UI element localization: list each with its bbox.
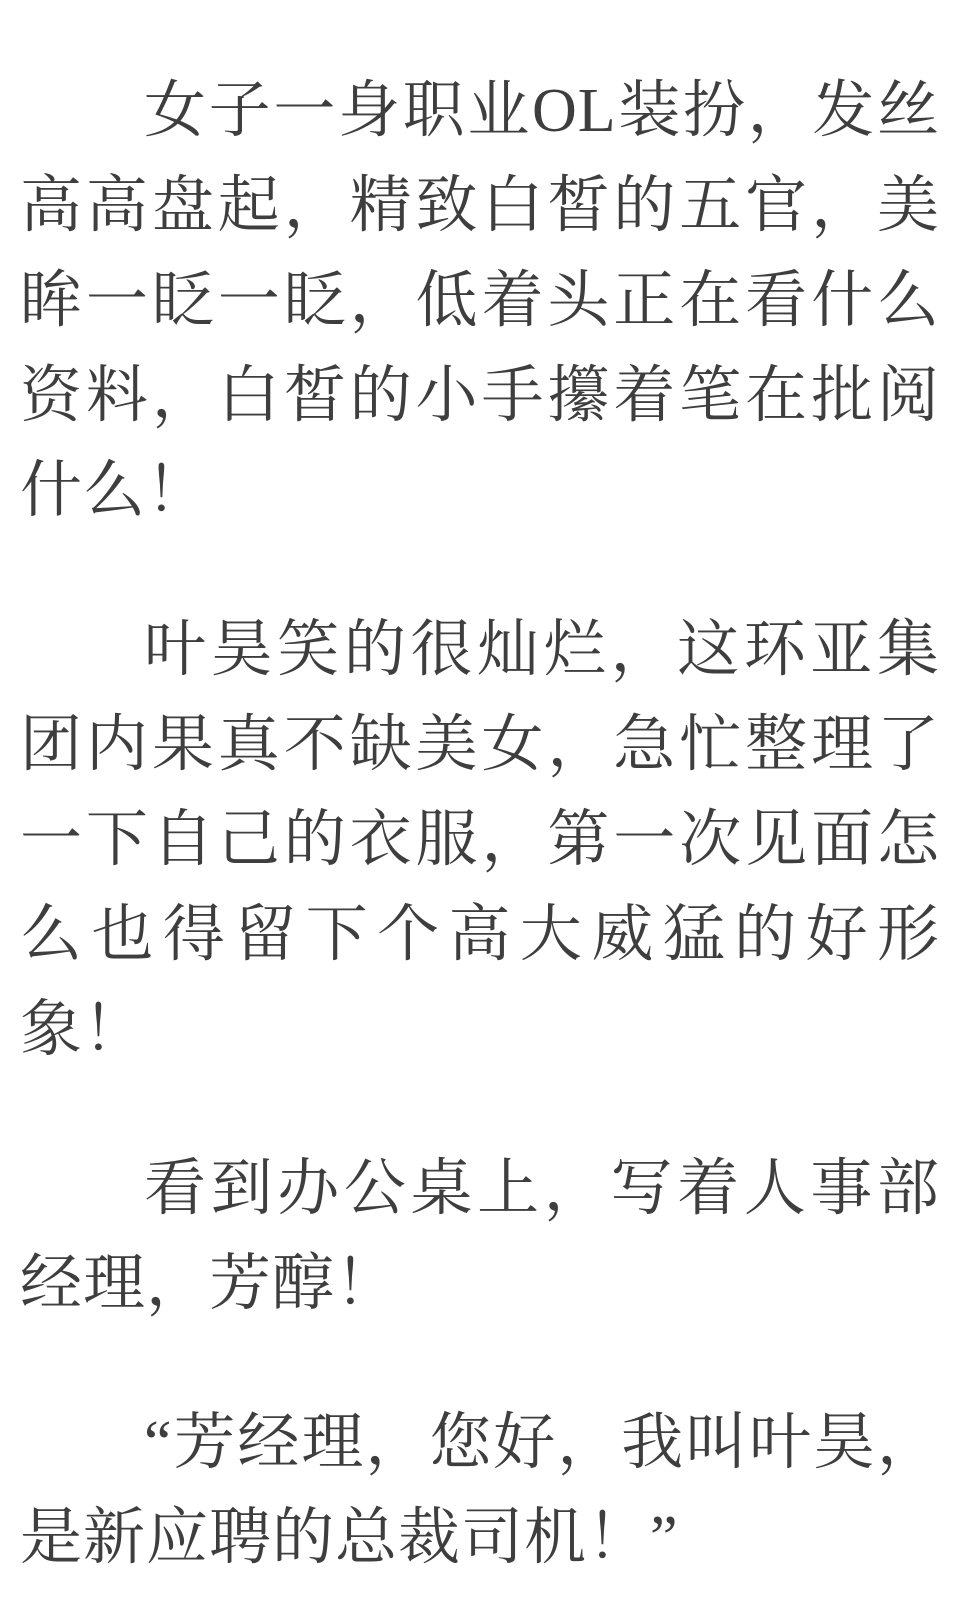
reader-content <box>20 64 940 1586</box>
paragraph: 女子一身职业OL装扮，发丝高高盘起，精致白皙的五官，美眸一眨一眨，低着头正在看什么资料，白皙的小手攥着笔在批阅什么！ <box>20 77 940 525</box>
paragraph: “芳经理，您好，我叫叶昊，是新应聘的总裁司机！” <box>20 1409 940 1572</box>
paragraph: 看到办公桌上，写着人事部经理，芳醇！ <box>20 1155 940 1318</box>
paragraph: 叶昊笑的很灿烂，这环亚集团内果真不缺美女，急忙整理了一下自己的衣服，第一次见面怎么也得留下个高大威猛的好形象！ <box>20 616 940 1064</box>
